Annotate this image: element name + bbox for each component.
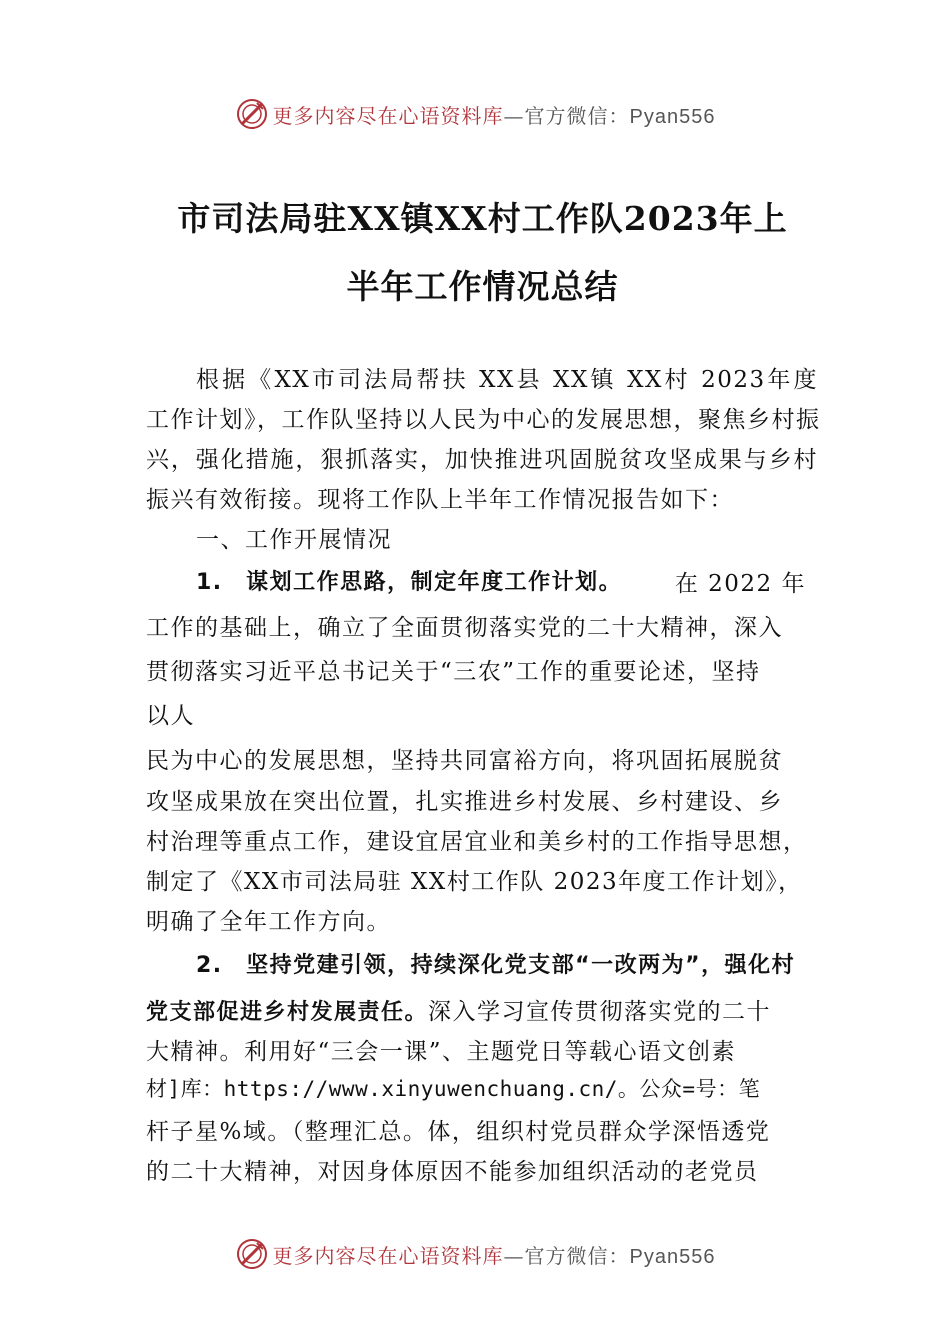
watermark-id: Pyan556 bbox=[629, 105, 716, 128]
title-line-1: 市司法局驻XX镇XX村工作队2023年上 bbox=[177, 199, 788, 238]
watermark-footer bbox=[0, 1234, 950, 1274]
title-line-2: 半年工作情况总结 bbox=[346, 267, 619, 306]
document-title bbox=[145, 185, 820, 321]
item-2-heading-cont: 党支部促进乡村发展责任。 bbox=[146, 1000, 429, 1025]
logo-icon bbox=[235, 1237, 269, 1271]
paragraph-line: 制定了《XX市司法局驻 XX村工作队 2023年度工作计划》， bbox=[146, 869, 803, 895]
paragraph-line: 在 2022 年 bbox=[674, 571, 806, 597]
paragraph-line: 攻坚成果放在突出位置，扎实推进乡村发展、乡村建设、乡 bbox=[146, 789, 783, 815]
paragraph-line: 工作计划》，工作队坚持以人民为中心的发展思想，聚焦乡村振 bbox=[146, 407, 821, 433]
paragraph-line: 材]库：https://www.xinyuwenchuang.cn/。公众=号：笔 bbox=[146, 1077, 761, 1101]
watermark-gray-text: —官方微信： bbox=[503, 103, 630, 128]
watermark-id: Pyan556 bbox=[629, 1245, 716, 1268]
item-2-heading: 2. 坚持党建引领，持续深化党支部“一改两为”，强化村 bbox=[196, 953, 796, 978]
paragraph-line: 杆子星%域。（整理汇总。体，组织村党员群众学深悟透党 bbox=[146, 1119, 771, 1145]
paragraph-line: 根据《XX市司法局帮扶 XX县 XX镇 XX村 2023年度 bbox=[196, 367, 818, 393]
item-1-heading: 1. 谋划工作思路，制定年度工作计划。 bbox=[196, 570, 623, 595]
watermark-header bbox=[0, 94, 950, 134]
paragraph-line: 振兴有效衔接。现将工作队上半年工作情况报告如下： bbox=[146, 487, 734, 513]
paragraph-line: 兴，强化措施，狠抓落实，加快推进巩固脱贫攻坚成果与乡村 bbox=[146, 447, 818, 473]
logo-icon bbox=[235, 97, 269, 131]
watermark-red-text: 更多内容尽在心语资料库 bbox=[272, 1243, 504, 1268]
paragraph-line: 民为中心的发展思想，坚持共同富裕方向，将巩固拓展脱贫 bbox=[146, 748, 783, 774]
item-2-second-line bbox=[146, 993, 771, 1026]
paragraph-line: 以人 bbox=[146, 703, 195, 729]
watermark-gray-text: —官方微信： bbox=[503, 1243, 630, 1268]
paragraph-line: 村治理等重点工作，建设宜居宜业和美乡村的工作指导思想， bbox=[146, 829, 808, 855]
paragraph-line: 深入学习宣传贯彻落实党的二十 bbox=[428, 999, 772, 1025]
paragraph-line: 明确了全年工作方向。 bbox=[146, 909, 391, 935]
watermark-red-text: 更多内容尽在心语资料库 bbox=[272, 103, 504, 128]
paragraph-line: 贯彻落实习近平总书记关于“三农”工作的重要论述，坚持 bbox=[146, 659, 761, 685]
paragraph-line: 工作的基础上，确立了全面贯彻落实党的二十大精神，深入 bbox=[146, 615, 783, 641]
item-1-first-line bbox=[196, 565, 806, 598]
section-heading: 一、工作开展情况 bbox=[196, 527, 392, 553]
paragraph-line: 大精神。利用好“三会一课”、主题党日等载心语文创素 bbox=[146, 1039, 737, 1065]
paragraph-line: 的二十大精神，对因身体原因不能参加组织活动的老党员 bbox=[146, 1159, 759, 1185]
